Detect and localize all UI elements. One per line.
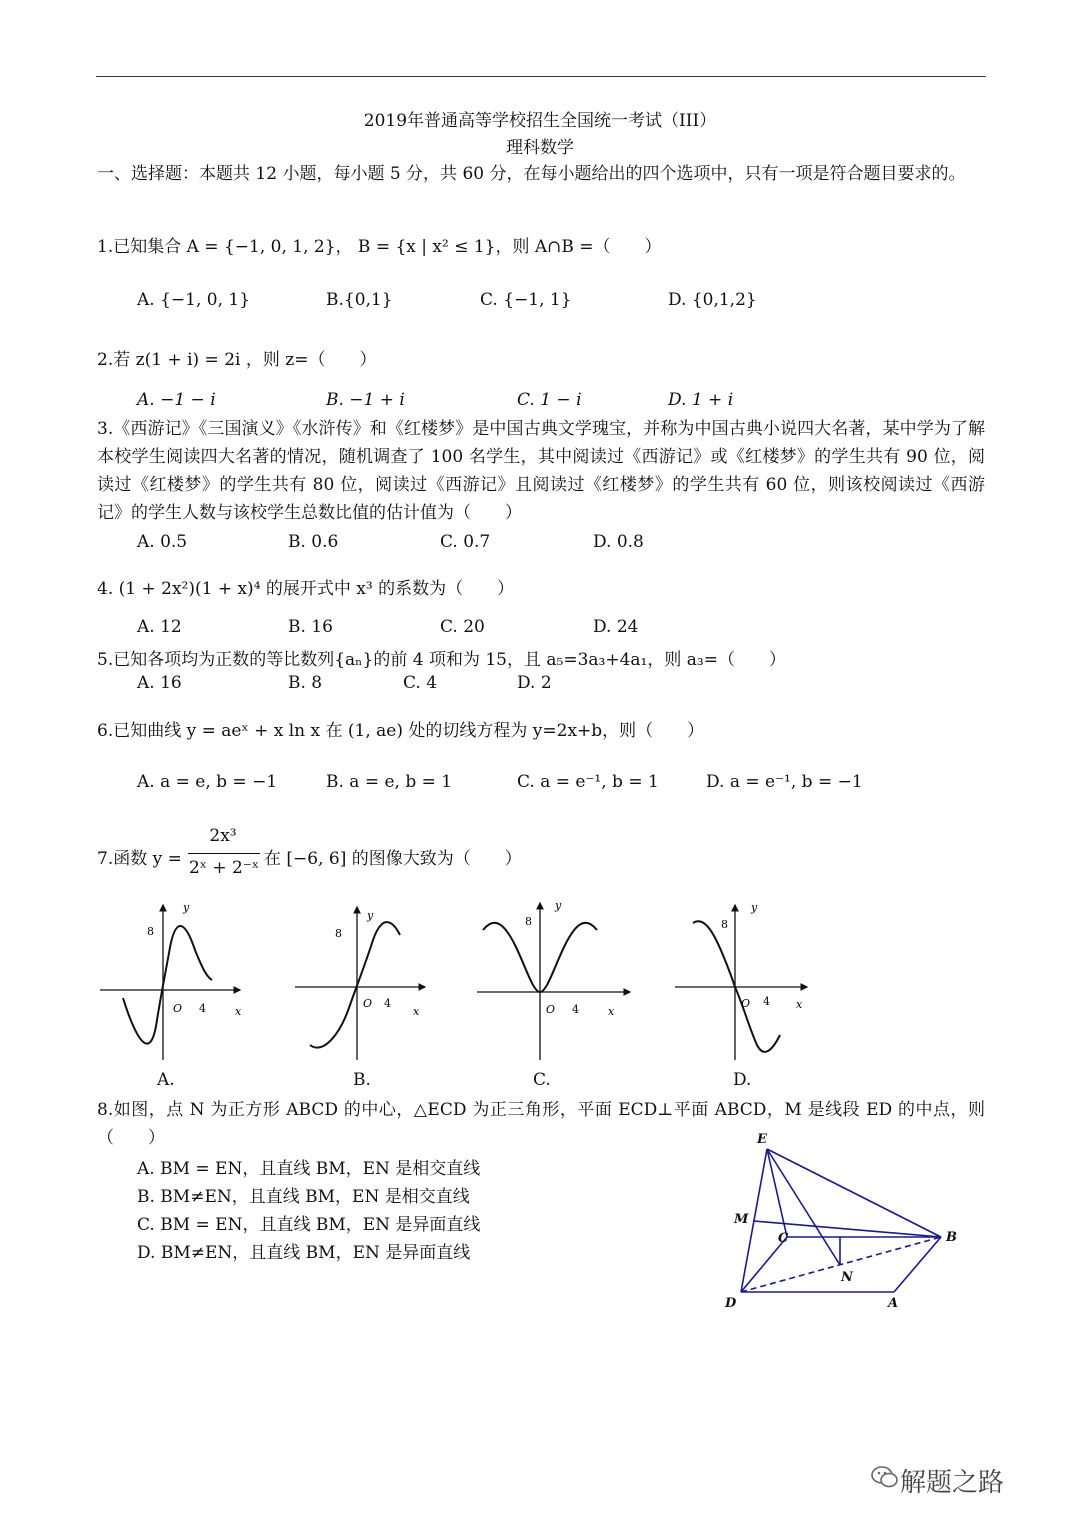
q7-graphs: [95, 895, 820, 1070]
q7-option-a: A.: [157, 1070, 175, 1090]
q5-option-d: D. 2: [517, 673, 552, 693]
q6-option-b: B. a = e, b = 1: [326, 772, 453, 792]
graph-d-o: O: [741, 997, 751, 1010]
q1-option-b: B.{0,1}: [326, 290, 393, 310]
q8-option-d: D. BM≠EN，且直线 BM，EN 是异面直线: [137, 1243, 471, 1263]
question-7-suffix: 在 [−6, 6] 的图像大致为（ ）: [264, 849, 522, 869]
q7-option-b: B.: [353, 1070, 371, 1090]
q3-option-b: B. 0.6: [288, 532, 339, 552]
graph-b-x-label: x: [413, 1005, 420, 1018]
q6-option-c: C. a = e⁻¹, b = 1: [517, 772, 659, 792]
graph-d-x-label: x: [796, 998, 803, 1011]
graph-b-eight: 8: [335, 927, 342, 940]
label-b: B: [946, 1230, 957, 1245]
graph-d: [675, 905, 807, 1060]
graph-d-four: 4: [763, 995, 770, 1008]
q6-option-a: A. a = e, b = −1: [137, 772, 278, 792]
question-2-stem: 2.若 z(1 + i) = 2i ，则 z=（ ）: [97, 350, 377, 370]
q5-option-b: B. 8: [288, 673, 323, 693]
q5-option-c: C. 4: [403, 673, 438, 693]
q5-option-a: A. 16: [137, 673, 182, 693]
label-n: N: [841, 1270, 853, 1285]
exam-title: 2019年普通高等学校招生全国统一考试（III）: [363, 111, 717, 131]
graph-c: [477, 903, 630, 1060]
q2-option-c: C. 1 − i: [517, 390, 582, 410]
q7-fraction-bar: [188, 853, 260, 854]
graph-b-o: O: [363, 997, 373, 1010]
wechat-icon: [870, 1462, 900, 1492]
q7-option-c: C.: [533, 1070, 551, 1090]
q4-option-a: A. 12: [137, 617, 182, 637]
graph-c-x-label: x: [608, 1005, 615, 1018]
graph-a-y-label: y: [183, 901, 190, 914]
q4-option-c: C. 20: [440, 617, 485, 637]
label-a: A: [888, 1296, 899, 1311]
question-6-stem: 6.已知曲线 y = aeˣ + x ln x 在 (1, ae) 处的切线方程为 y=2x+b，则（ ）: [97, 721, 705, 741]
q8-option-c: C. BM = EN，且直线 BM，EN 是异面直线: [137, 1215, 481, 1235]
q8-option-b: B. BM≠EN，且直线 BM，EN 是相交直线: [137, 1187, 470, 1207]
label-m: M: [734, 1212, 749, 1227]
q8-figure: [720, 1125, 970, 1320]
label-e: E: [757, 1132, 767, 1147]
q2-option-d: D. 1 + i: [668, 390, 734, 410]
question-7-prefix: 7.函数 y =: [97, 849, 182, 869]
q8-option-a: A. BM = EN，且直线 BM，EN 是相交直线: [137, 1159, 481, 1179]
question-4-stem: 4. (1 + 2x²)(1 + x)⁴ 的展开式中 x³ 的系数为（ ）: [97, 579, 515, 599]
graph-a-x-label: x: [235, 1005, 242, 1018]
q6-option-d: D. a = e⁻¹, b = −1: [706, 772, 863, 792]
graph-a: [100, 905, 240, 1060]
graph-c-y-label: y: [555, 899, 562, 912]
graph-c-four: 4: [572, 1003, 579, 1016]
graph-b: [295, 907, 425, 1060]
graph-b-y-label: y: [367, 909, 374, 922]
question-1-stem: 1.已知集合 A = {−1, 0, 1, 2}， B = {x | x² ≤ 1}，则 A∩B =（ ）: [97, 237, 662, 257]
q2-option-a: A. −1 − i: [137, 390, 216, 410]
watermark-text: 解题之路: [900, 1468, 1005, 1498]
q7-numerator: 2x³: [209, 826, 237, 846]
q4-option-d: D. 24: [593, 617, 639, 637]
q3-option-a: A. 0.5: [137, 532, 188, 552]
q7-denominator: 2ˣ + 2⁻ˣ: [188, 858, 260, 878]
graph-b-four: 4: [384, 997, 391, 1010]
q3-option-c: C. 0.7: [440, 532, 491, 552]
q7-option-d: D.: [733, 1070, 752, 1090]
graph-a-four: 4: [199, 1002, 206, 1015]
q1-option-c: C. {−1, 1}: [480, 290, 572, 310]
question-8-stem: 8.如图，点 N 为正方形 ABCD 的中心，△ECD 为正三角形，平面 ECD⊥平面 ABCD，M 是线段 ED 的中点，则（ ）: [97, 1100, 985, 1148]
section-intro: 一、选择题：本题共 12 小题，每小题 5 分，共 60 分，在每小题给出的四个选项中，只有一项是符合题目要求的。: [97, 164, 966, 184]
label-d: D: [725, 1296, 737, 1311]
q1-option-a: A. {−1, 0, 1}: [137, 290, 251, 310]
q2-option-b: B. −1 + i: [326, 390, 405, 410]
label-c: C: [778, 1231, 789, 1246]
graph-c-o: O: [546, 1003, 556, 1016]
q3-option-d: D. 0.8: [593, 532, 644, 552]
graph-d-y-label: y: [751, 901, 758, 914]
q1-option-d: D. {0,1,2}: [668, 290, 757, 310]
exam-subtitle: 理科数学: [506, 138, 574, 158]
graph-a-eight: 8: [147, 925, 154, 938]
graph-c-eight: 8: [525, 915, 532, 928]
question-3-stem: 3.《西游记》《三国演义》《水浒传》和《红楼梦》是中国古典文学瑰宝，并称为中国古典小说四大名著，某中学为了解本校学生阅读四大名著的情况，随机调查了 100 名学生，其中阅读过《西游记》或《红楼梦》的学生共有 90 位，阅读过《红楼梦》的学生共有 80 位，阅读过《西游记》且阅读过《红楼梦》的学生共有 60 位，则该校阅读过《西游记》的学生人数与该校学生总数比值的估计值为（ ）: [97, 419, 985, 523]
graph-d-eight: 8: [721, 918, 728, 931]
header-rule: [96, 76, 986, 77]
graph-a-o: O: [173, 1002, 183, 1015]
question-5-stem: 5.已知各项均为正数的等比数列{aₙ}的前 4 项和为 15，且 a₅=3a₃+4a₁，则 a₃=（ ）: [97, 650, 786, 670]
q4-option-b: B. 16: [288, 617, 333, 637]
